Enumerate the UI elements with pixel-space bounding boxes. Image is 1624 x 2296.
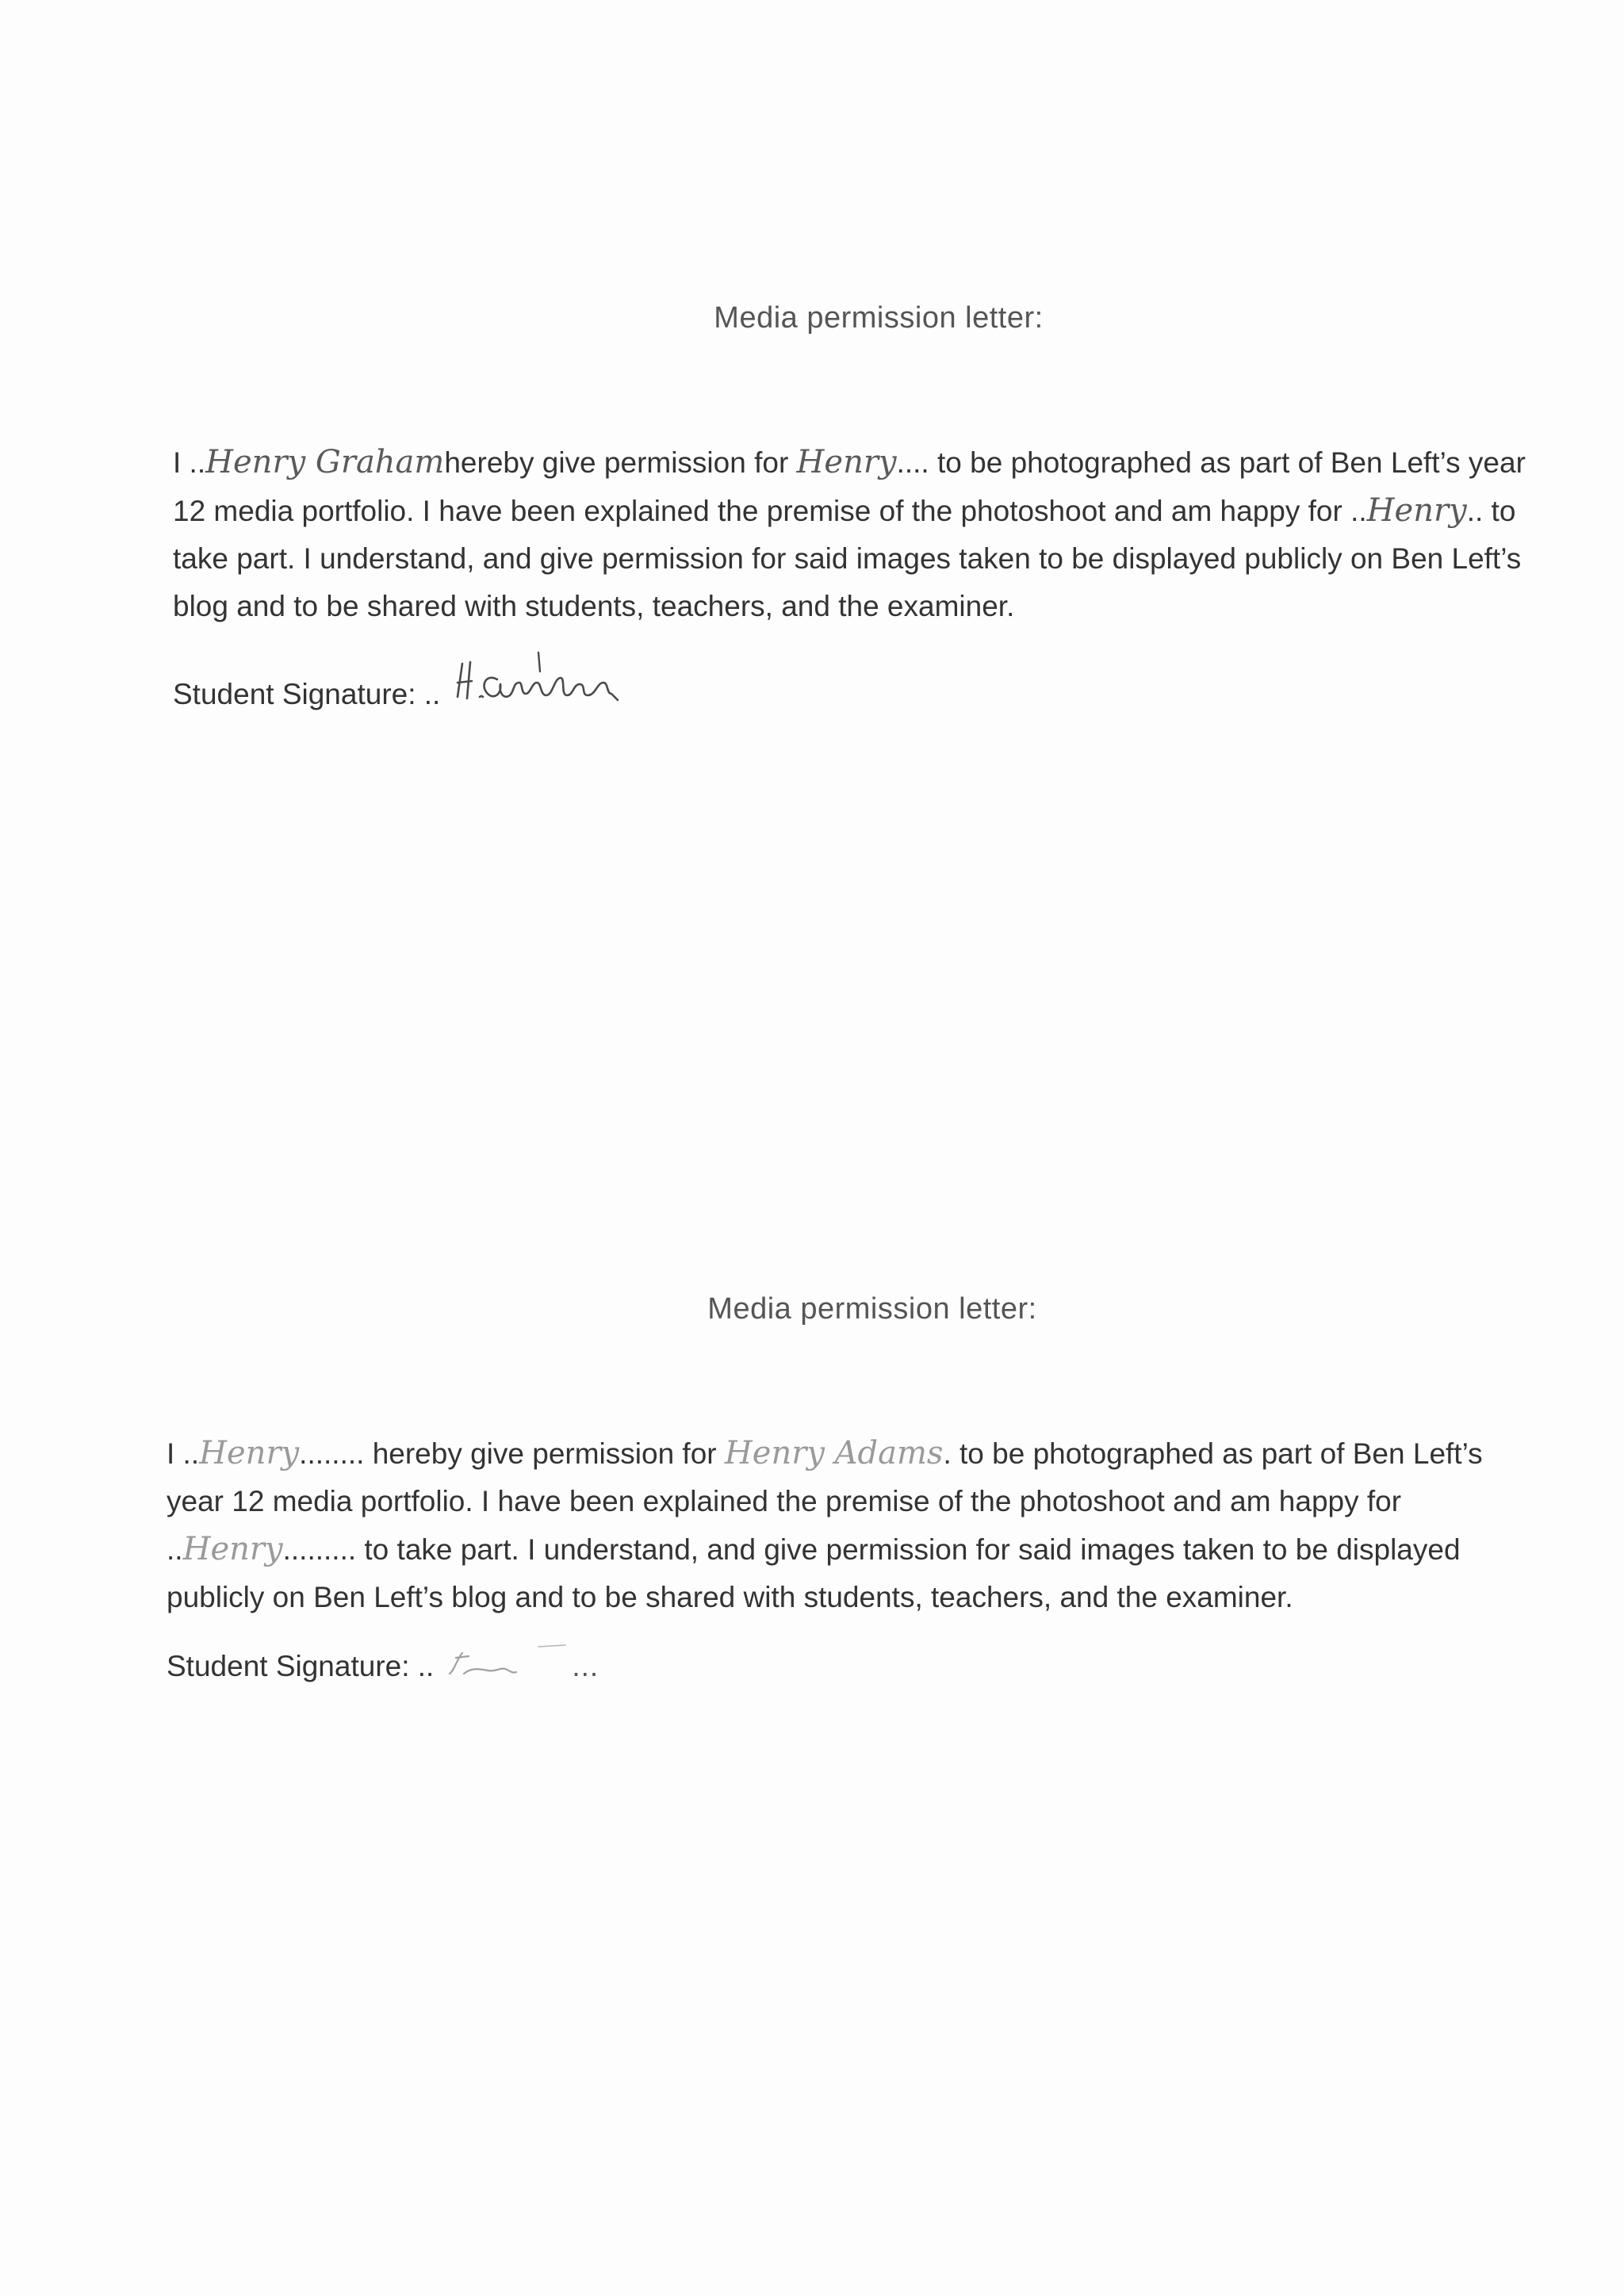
letter-lead: I .. [173, 446, 206, 479]
signature-line [173, 648, 1537, 711]
letter-heading: Media permission letter: [707, 1292, 1037, 1326]
handwritten-name-3: Henry [182, 1531, 283, 1567]
letter-heading: Media permission letter: [714, 301, 1044, 335]
letter-lead: I .. [167, 1437, 200, 1470]
body-segment-1: hereby give permission for [444, 446, 797, 479]
signature-label: Student Signature: .. [173, 678, 441, 710]
student-signature [445, 1639, 572, 1683]
signature-scribble-icon [445, 1639, 572, 1683]
student-signature [451, 648, 689, 711]
handwritten-name-1: Henry Graham [205, 444, 445, 480]
letter-body [167, 1429, 1530, 1621]
handwritten-name-2: Henry Adams [724, 1435, 944, 1471]
signature-line [167, 1639, 1530, 1683]
permission-letter-2 [167, 1292, 1530, 1683]
handwritten-name-2: Henry [796, 444, 897, 480]
body-segment-1: ........ hereby give permission for [299, 1437, 725, 1470]
signature-dots: ... [572, 1650, 599, 1682]
signature-scribble-icon [451, 648, 689, 711]
letter-body [173, 438, 1537, 630]
body-segment-3: ......... to take part. I understand, and give permission for said images taken to be displayed publicly on Ben Left’s blog and to be shared with students, teachers, and the examiner. [167, 1533, 1461, 1613]
body-segment-3: .. to take part. I understand, and give permission for said images taken to be displayed publicly on Ben Left’s blog and to be shared with students, teachers, and the examiner. [173, 495, 1522, 622]
signature-label: Student Signature: .. [167, 1650, 435, 1682]
permission-letter-1 [173, 301, 1537, 711]
handwritten-name-3: Henry [1366, 492, 1467, 529]
body-segment-2: .... to be photographed as part of Ben Left’s year 12 media portfolio. I have been explained the premise of the photoshoot and am happy for .. [173, 446, 1526, 527]
handwritten-name-1: Henry [199, 1435, 300, 1471]
body-segment-2: . to be photographed as part of Ben Left’s year 12 media portfolio. I have been explained the premise of the photoshoot and am happy for .. [167, 1437, 1483, 1566]
